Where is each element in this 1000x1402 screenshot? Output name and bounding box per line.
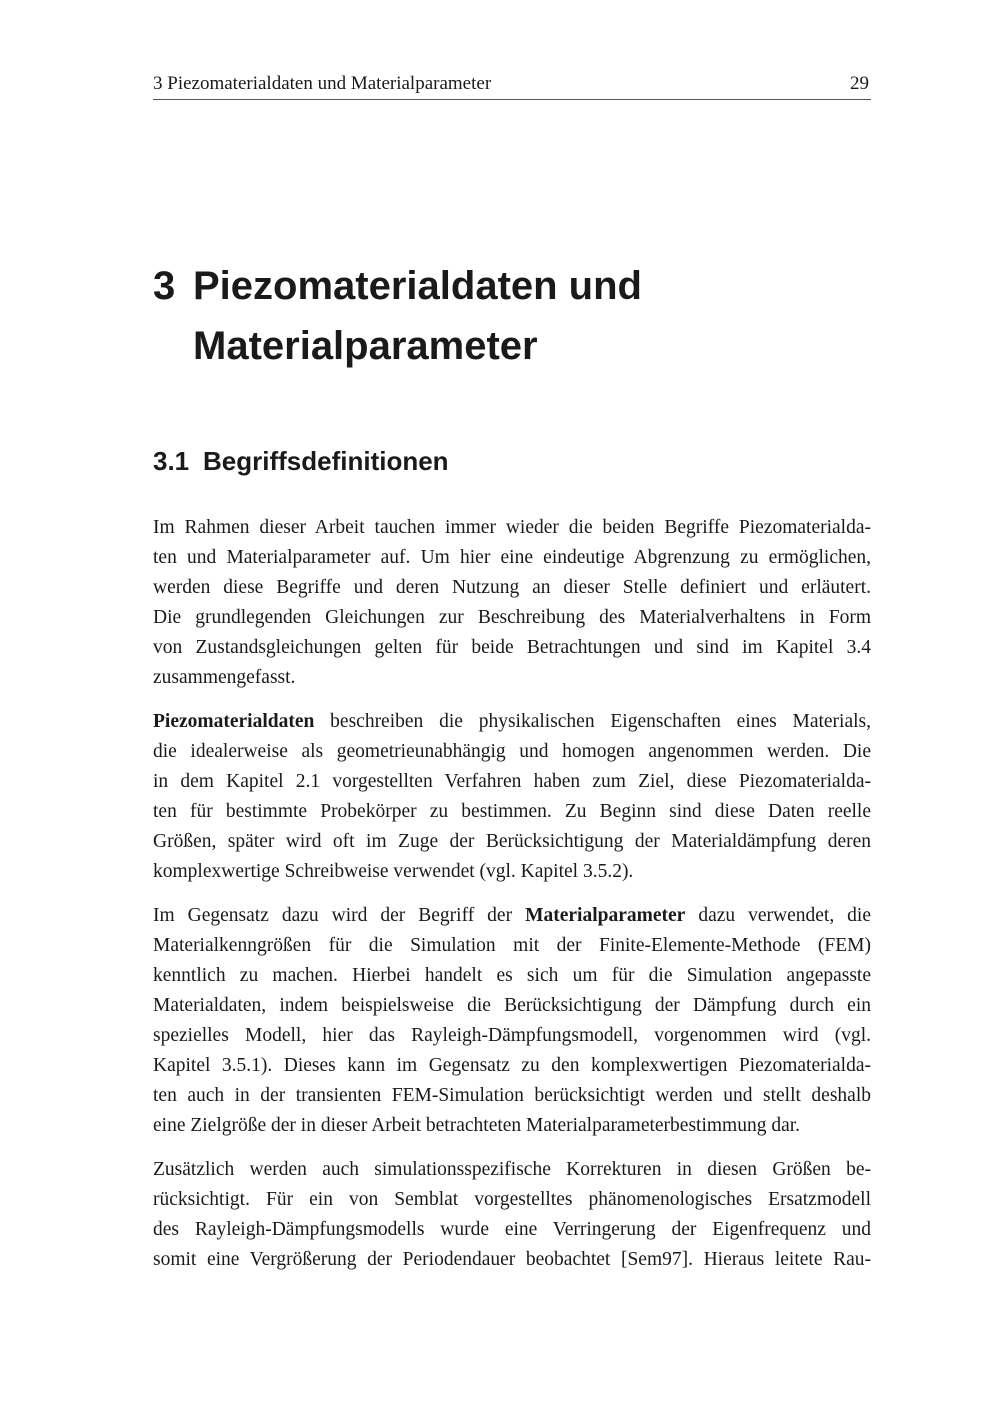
paragraph-line: Zusätzlich werden auch simulationsspezifische Korrekturen in diesen Größen be- [153, 1159, 871, 1180]
paragraph-1 [153, 513, 871, 693]
paragraph-line: spezielles Modell, hier das Rayleigh-Dämpfungsmodell, vorgenommen wird (vgl. [153, 1025, 871, 1046]
paragraph-line: Materialdaten, indem beispielsweise die Berücksichtigung der Dämpfung durch ein [153, 995, 871, 1016]
paragraph-line: die idealerweise als geometrieunabhängig und homogen angenommen werden. Die [153, 741, 871, 762]
bold-term-materialparameter: Materialparameter [525, 905, 686, 926]
paragraph-line: von Zustandsgleichungen gelten für beide Betrachtungen und sind im Kapitel 3.4 [153, 637, 871, 658]
paragraph-line: des Rayleigh-Dämpfungsmodells wurde eine Verringerung der Eigenfrequenz und [153, 1219, 871, 1240]
paragraph-line: ten und Materialparameter auf. Um hier eine eindeutige Abgrenzung zu ermöglichen, [153, 547, 871, 568]
section-title: Begriffsdefinitionen [203, 446, 449, 476]
paragraph-line: Größen, später wird oft im Zuge der Berücksichtigung der Materialdämpfung deren [153, 831, 871, 852]
running-header [153, 71, 871, 100]
paragraph-line: rücksichtigt. Für ein von Semblat vorgestelltes phänomenologisches Ersatzmodell [153, 1189, 871, 1210]
section-heading [153, 444, 449, 478]
page-number: 29 [850, 73, 869, 94]
paragraph-line: komplexwertige Schreibweise verwendet (vgl. Kapitel 3.5.2). [153, 861, 634, 882]
paragraph-line: eine Zielgröße der in dieser Arbeit betrachteten Materialparameterbestimmung dar. [153, 1115, 801, 1136]
bold-term-piezomaterialdaten: Piezomaterialdaten [153, 711, 315, 732]
running-header-title: 3 Piezomaterialdaten und Materialparameter [153, 73, 492, 94]
chapter-number: 3 [153, 264, 176, 308]
paragraph-line: ten auch in der transienten FEM-Simulation berücksichtigt werden und stellt deshalb [153, 1085, 871, 1106]
section-number: 3.1 [153, 446, 190, 476]
paragraph-line: somit eine Vergrößerung der Periodendauer beobachtet [Sem97]. Hieraus leitete Rau- [153, 1249, 871, 1270]
paragraph-line-text: dazu verwendet, die [685, 905, 871, 926]
chapter-title: Piezomaterialdaten und Materialparameter [193, 264, 642, 368]
paragraph-line [153, 707, 871, 737]
paragraph-line-text: beschreiben die physikalischen Eigenschaften eines Materials, [314, 711, 871, 732]
paragraph-2 [153, 707, 871, 887]
paragraph-line: Im Rahmen dieser Arbeit tauchen immer wieder die beiden Begriffe Piezomaterialda- [153, 517, 871, 538]
paragraph-line: Die grundlegenden Gleichungen zur Beschreibung des Materialverhaltens in Form [153, 607, 871, 628]
paragraph-line: Materialkenngrößen für die Simulation mit der Finite-Elemente-Methode (FEM) [153, 935, 871, 956]
paragraph-line-prefix: Im Gegensatz dazu wird der Begriff der [153, 905, 526, 926]
paragraph-line: Kapitel 3.5.1). Dieses kann im Gegensatz zu den komplexwertigen Piezomaterialda- [153, 1055, 871, 1076]
paragraph-line: ten für bestimmte Probekörper zu bestimmen. Zu Beginn sind diese Daten reelle [153, 801, 871, 822]
paragraph-line: kenntlich zu machen. Hierbei handelt es sich um für die Simulation angepasste [153, 965, 871, 986]
paragraph-3 [153, 901, 871, 1141]
chapter-heading [153, 256, 873, 376]
paragraph-line: werden diese Begriffe und deren Nutzung an dieser Stelle definiert und erläutert. [153, 577, 871, 598]
paragraph-line: in dem Kapitel 2.1 vorgestellten Verfahren haben zum Ziel, diese Piezomaterialda- [153, 771, 871, 792]
paragraph-line: zusammengefasst. [153, 667, 296, 688]
paragraph-line [153, 901, 871, 931]
paragraph-4 [153, 1155, 871, 1275]
body-text [153, 513, 871, 1289]
